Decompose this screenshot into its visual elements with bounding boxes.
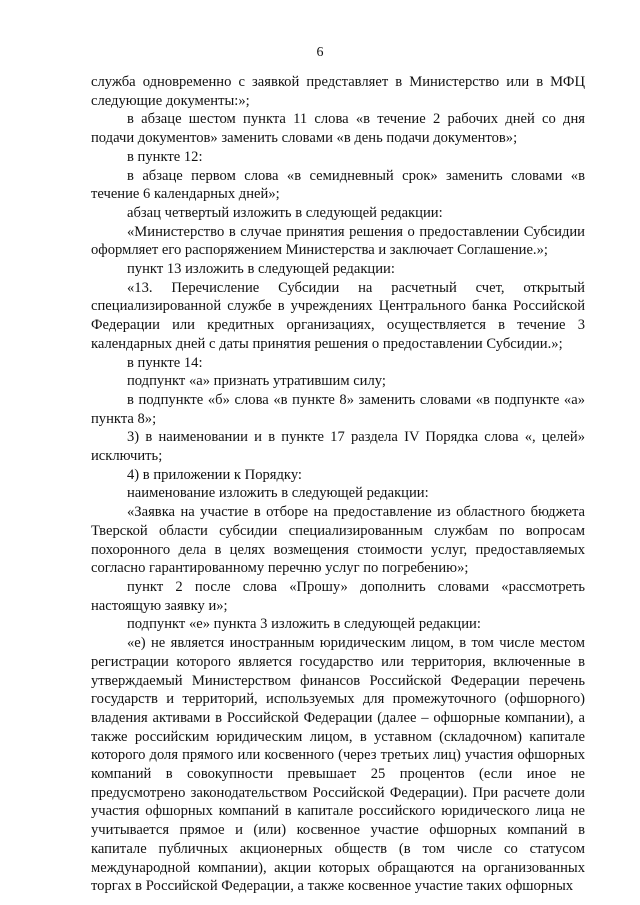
paragraph: 3) в наименовании и в пункте 17 раздела IV Порядка слова «, целей» исключить; xyxy=(91,429,585,465)
paragraph: абзац четвертый изложить в следующей редакции: xyxy=(127,204,443,221)
document-body xyxy=(91,73,585,896)
paragraph: «13. Перечисление Субсидии на расчетный счет, открытый специализированной службе в учреждениях Центрального банка Российской Федерации или кредитных организациях, осуществляется в течение 3 календарных дней с даты принятия решения о предоставлении Субсидии.»; xyxy=(91,279,585,352)
paragraph: «Заявка на участие в отборе на предоставление из областного бюджета Тверской области субсидии специализированным службам по вопросам похоронного дела в целях возмещения стоимости услуг, предоставляемых согласно гарантированному перечню услуг по погребению»; xyxy=(91,504,585,577)
paragraph: в подпункте «б» слова «в пункте 8» заменить словами «в подпункте «а» пункта 8»; xyxy=(91,391,585,427)
paragraph: подпункт «е» пункта 3 изложить в следующей редакции: xyxy=(127,616,481,633)
paragraph: в абзаце первом слова «в семидневный срок» заменить словами «в течение 6 календарных дней»; xyxy=(91,167,585,203)
paragraph: подпункт «а» признать утратившим силу; xyxy=(127,373,386,390)
paragraph: «Министерство в случае принятия решения о предоставлении Субсидии оформляет его распоряжением Министерства и заключает Соглашение.»; xyxy=(91,223,585,259)
paragraph: наименование изложить в следующей редакции: xyxy=(127,485,429,502)
paragraph: в пункте 14: xyxy=(127,354,203,371)
page-number: 6 xyxy=(316,45,324,60)
paragraph: пункт 13 изложить в следующей редакции: xyxy=(127,261,395,278)
paragraph: в абзаце шестом пункта 11 слова «в течение 2 рабочих дней со дня подачи документов» заменить словами «в день подачи документов»; xyxy=(91,111,585,147)
paragraph: служба одновременно с заявкой представляет в Министерство или в МФЦ следующие документы:»; xyxy=(91,74,585,109)
paragraph: 4) в приложении к Порядку: xyxy=(127,466,302,483)
paragraph: «е) не является иностранным юридическим лицом, в том числе местом регистрации которого является государство или территория, включенные в утверждаемый Министерством финансов Российской Федерации перечень государств и территорий, используемых для промежуточного (офшорного) владения активами в Российской Федерации (далее – офшорные компании), а также российским юридическим лицом, в уставном (складочном) капитале которого доля прямого или косвенного (через третьих лиц) участия офшорных компаний в совокупности превышает 25 процентов (если иное не предусмотрено законодательством Российской Федерации). При расчете доли участия офшорных компаний в капитале российского юридического лица не учитывается прямое и (или) косвенное участие офшорных компаний в капитале публичных акционерных обществ (в том числе со статусом международной компании), акции которых обращаются на организованных торгах в Российской Федерации, а также косвенное участие таких офшорных xyxy=(91,635,585,895)
paragraph: пункт 2 после слова «Прошу» дополнить словами «рассмотреть настоящую заявку и»; xyxy=(91,578,585,614)
paragraph: в пункте 12: xyxy=(127,148,203,165)
